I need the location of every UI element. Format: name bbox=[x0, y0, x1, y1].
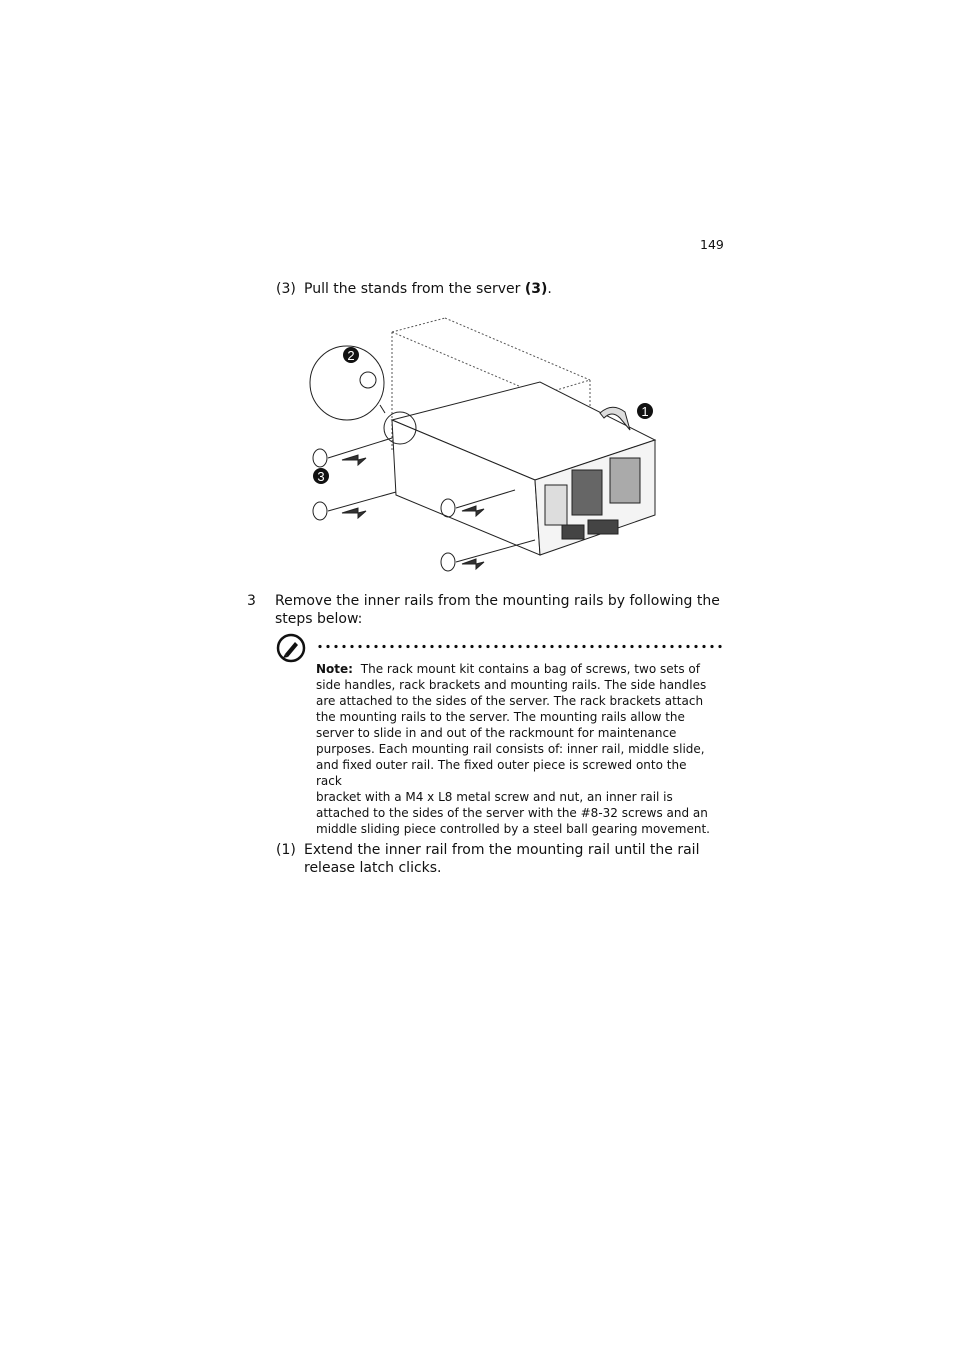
note-line: side handles, rack brackets and mounting rails. The side handles bbox=[316, 678, 707, 692]
note-line: the mounting rails to the server. The mounting rails allow the bbox=[316, 710, 685, 724]
note-divider bbox=[316, 644, 724, 649]
svg-text:3: 3 bbox=[317, 469, 325, 484]
step-text-line1: Remove the inner rails from the mounting rails by following the bbox=[275, 593, 720, 609]
page-number: 149 bbox=[700, 237, 724, 252]
note-line: attached to the sides of the server with the #8-32 screws and an bbox=[316, 806, 708, 820]
note-line: bracket with a M4 x L8 metal screw and nut, an inner rail is bbox=[316, 790, 673, 804]
note-pen-icon bbox=[276, 633, 306, 663]
substep-marker: (1) bbox=[276, 842, 296, 858]
note-line: are attached to the sides of the server. The rack brackets attach bbox=[316, 694, 704, 708]
svg-text:2: 2 bbox=[347, 348, 355, 363]
svg-text:1: 1 bbox=[641, 404, 649, 419]
substep-text bbox=[304, 280, 552, 298]
note-label: Note: bbox=[316, 662, 353, 676]
server-stand-removal-illustration bbox=[300, 310, 680, 580]
substep-text-main: Pull the stands from the server bbox=[304, 281, 525, 297]
note-body bbox=[316, 661, 716, 837]
note-line bbox=[316, 661, 716, 677]
note-line: server to slide in and out of the rackmount for maintenance bbox=[316, 726, 677, 740]
note-line: purposes. Each mounting rail consists of: inner rail, middle slide, bbox=[316, 742, 705, 756]
substep-bold-ref: (3) bbox=[524, 281, 548, 297]
substep-text-line1: Extend the inner rail from the mounting rail until the rail bbox=[304, 842, 700, 858]
step-text-line2: steps below: bbox=[275, 611, 363, 627]
substep-text-line2: release latch clicks. bbox=[304, 860, 442, 876]
substep-suffix: . bbox=[547, 281, 552, 297]
substep-marker: (3) bbox=[276, 281, 296, 297]
note-line: middle sliding piece controlled by a steel ball gearing movement. bbox=[316, 822, 710, 836]
note-line-text: The rack mount kit contains a bag of screws, two sets of bbox=[360, 662, 700, 676]
note-line: and fixed outer rail. The fixed outer piece is screwed onto the rack bbox=[316, 758, 687, 788]
step-number: 3 bbox=[247, 593, 256, 609]
